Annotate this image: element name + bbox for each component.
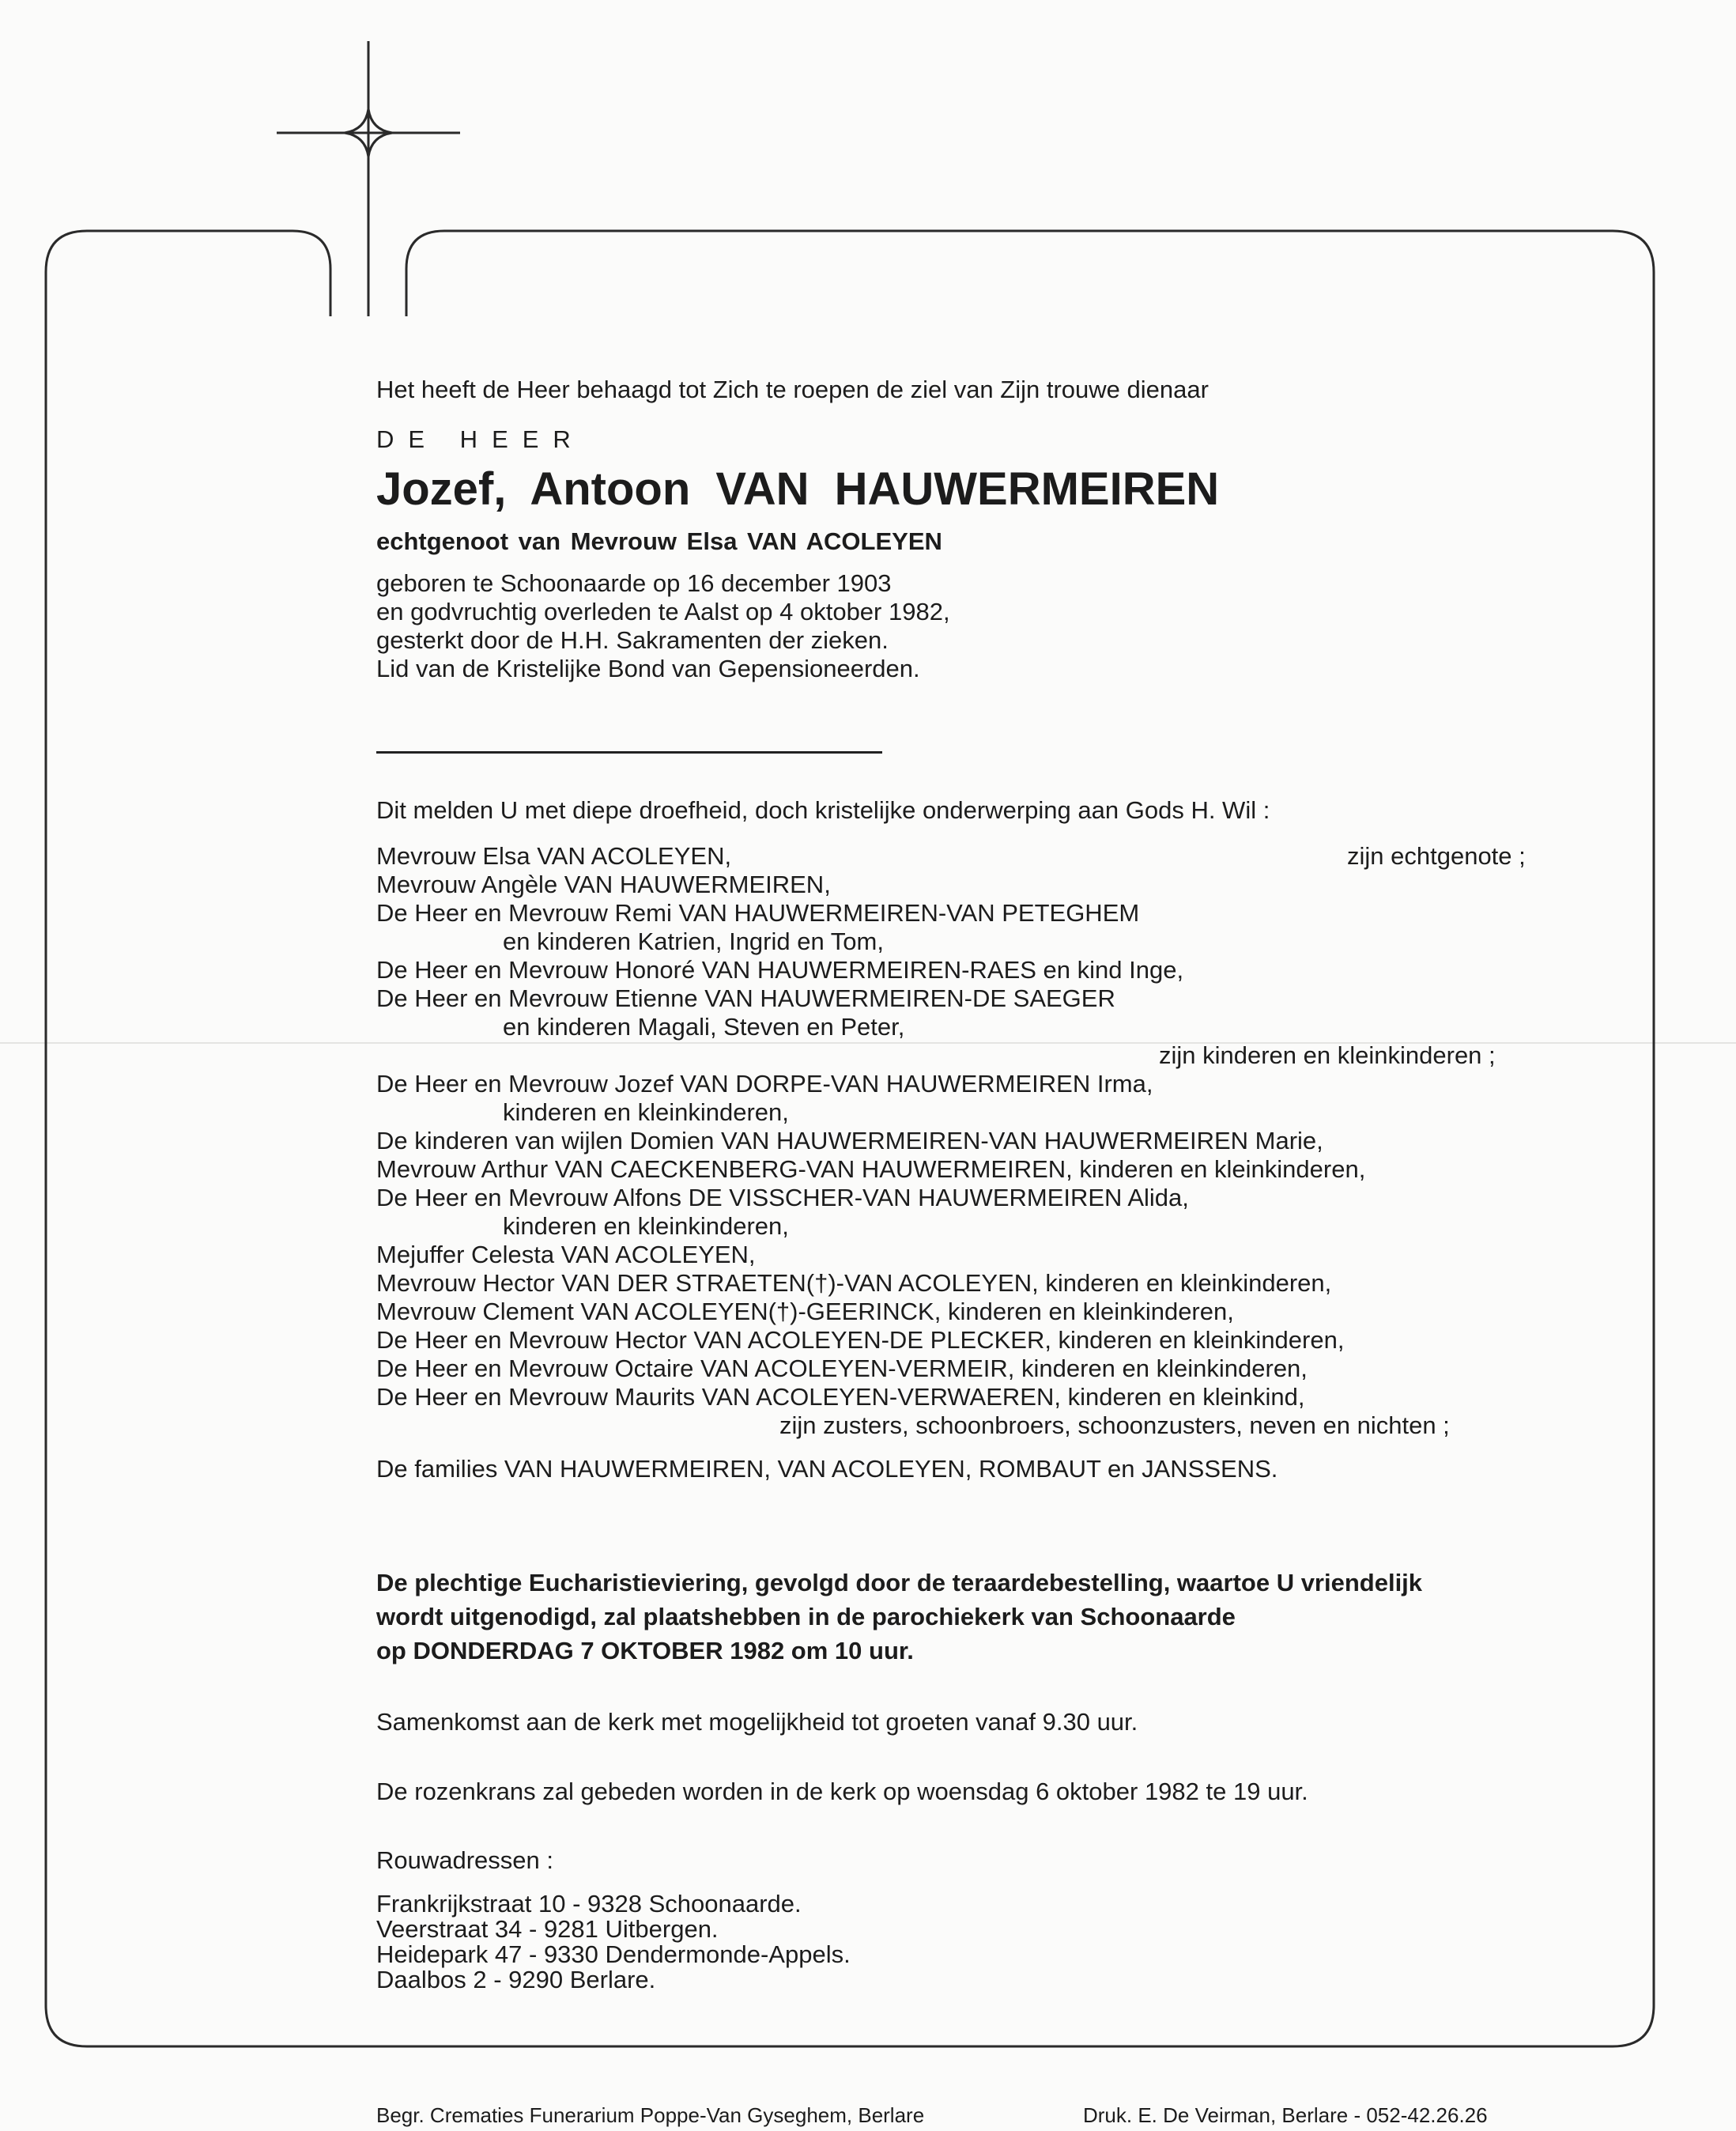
family-line: De kinderen van wijlen Domien VAN HAUWERMEIREN-VAN HAUWERMEIREN Marie, (376, 1127, 1323, 1154)
deceased-name: Jozef, Antoon VAN HAUWERMEIREN (376, 463, 1220, 515)
spouse-name: Mevrouw Elsa VAN ACOLEYEN, (376, 842, 732, 870)
family-line: en kinderen Katrien, Ingrid en Tom, (503, 928, 884, 955)
family-line: De Heer en Mevrouw Remi VAN HAUWERMEIREN-VAN PETEGHEM (376, 899, 1140, 927)
ceremony-notice (376, 1566, 1578, 1668)
bio-line: gesterkt door de H.H. Sakramenten der zieken. (376, 626, 889, 654)
address-list (376, 1891, 1578, 1993)
meeting-notice: Samenkomst aan de kerk met mogelijkheid tot groeten vanaf 9.30 uur. (376, 1708, 1138, 1736)
title-prefix: DE HEER (376, 425, 585, 453)
family-line: De Heer en Mevrouw Honoré VAN HAUWERMEIREN-RAES en kind Inge, (376, 956, 1184, 984)
bio-line: en godvruchtig overleden te Aalst op 4 oktober 1982, (376, 598, 950, 625)
addresses-title: Rouwadressen : (376, 1846, 554, 1874)
announcement: Dit melden U met diepe droefheid, doch kristelijke onderwerping aan Gods H. Wil : (376, 796, 1270, 824)
bio-line: Lid van de Kristelijke Bond van Gepensioneerden. (376, 655, 920, 682)
ceremony-line: op DONDERDAG 7 OKTOBER 1982 om 10 uur. (376, 1637, 914, 1664)
family-line: kinderen en kleinkinderen, (503, 1212, 789, 1240)
family-line: De Heer en Mevrouw Octaire VAN ACOLEYEN-VERMEIR, kinderen en kleinkinderen, (376, 1355, 1308, 1382)
family-line: De Heer en Mevrouw Etienne VAN HAUWERMEIREN-DE SAEGER (376, 984, 1115, 1012)
intro-text: Het heeft de Heer behaagd tot Zich te roepen de ziel van Zijn trouwe dienaar (376, 376, 1209, 403)
children-role: zijn kinderen en kleinkinderen ; (1159, 1041, 1496, 1069)
family-line: en kinderen Magali, Steven en Peter, (503, 1013, 905, 1041)
family-line: De Heer en Mevrouw Hector VAN ACOLEYEN-DE PLECKER, kinderen en kleinkinderen, (376, 1326, 1345, 1354)
address-line: Frankrijkstraat 10 - 9328 Schoonaarde. (376, 1890, 802, 1918)
family-line: Mevrouw Clement VAN ACOLEYEN(†)-GEERINCK, kinderen en kleinkinderen, (376, 1298, 1234, 1325)
family-line: kinderen en kleinkinderen, (503, 1098, 789, 1126)
ceremony-line: De plechtige Eucharistieviering, gevolgd door de teraardebestelling, waartoe U vriendelijk (376, 1569, 1423, 1596)
family-line: Mevrouw Angèle VAN HAUWERMEIREN, (376, 871, 831, 898)
spouse-line: echtgenoot van Mevrouw Elsa VAN ACOLEYEN (376, 527, 942, 555)
divider-rule (376, 751, 882, 754)
family-line: Mevrouw Arthur VAN CAECKENBERG-VAN HAUWERMEIREN, kinderen en kleinkinderen, (376, 1155, 1366, 1183)
address-line: Heidepark 47 - 9330 Dendermonde-Appels. (376, 1940, 851, 1968)
family-line: De Heer en Mevrouw Alfons DE VISSCHER-VAN HAUWERMEIREN Alida, (376, 1184, 1189, 1211)
biography (376, 569, 1578, 683)
family-list (376, 842, 1578, 1440)
footer-funeral-home: Begr. Crematies Funerarium Poppe-Van Gyseghem, Berlare (376, 2103, 925, 2127)
families-line: De families VAN HAUWERMEIREN, VAN ACOLEYEN, ROMBAUT en JANSSENS. (376, 1455, 1278, 1483)
children-role-row (376, 1041, 1578, 1070)
ceremony-line: wordt uitgenodigd, zal plaatshebben in de parochiekerk van Schoonaarde (376, 1603, 1236, 1630)
family-line: De Heer en Mevrouw Jozef VAN DORPE-VAN HAUWERMEIREN Irma, (376, 1070, 1153, 1098)
family-line: De Heer en Mevrouw Maurits VAN ACOLEYEN-VERWAEREN, kinderen en kleinkind, (376, 1383, 1305, 1411)
address-line: Daalbos 2 - 9290 Berlare. (376, 1966, 656, 1993)
family-line: Mejuffer Celesta VAN ACOLEYEN, (376, 1241, 756, 1268)
spouse-row (376, 842, 1578, 871)
siblings-role-row (376, 1411, 1578, 1440)
address-line: Veerstraat 34 - 9281 Uitbergen. (376, 1915, 719, 1943)
siblings-role: zijn zusters, schoonbroers, schoonzusters, neven en nichten ; (779, 1411, 1450, 1439)
family-line: Mevrouw Hector VAN DER STRAETEN(†)-VAN ACOLEYEN, kinderen en kleinkinderen, (376, 1269, 1332, 1297)
bio-line: geboren te Schoonaarde op 16 december 1903 (376, 569, 892, 597)
footer-printer: Druk. E. De Veirman, Berlare - 052-42.26.26 (1083, 2103, 1488, 2127)
rosary-notice: De rozenkrans zal gebeden worden in de kerk op woensdag 6 oktober 1982 te 19 uur. (376, 1778, 1308, 1805)
spouse-role: zijn echtgenote ; (1347, 842, 1526, 870)
